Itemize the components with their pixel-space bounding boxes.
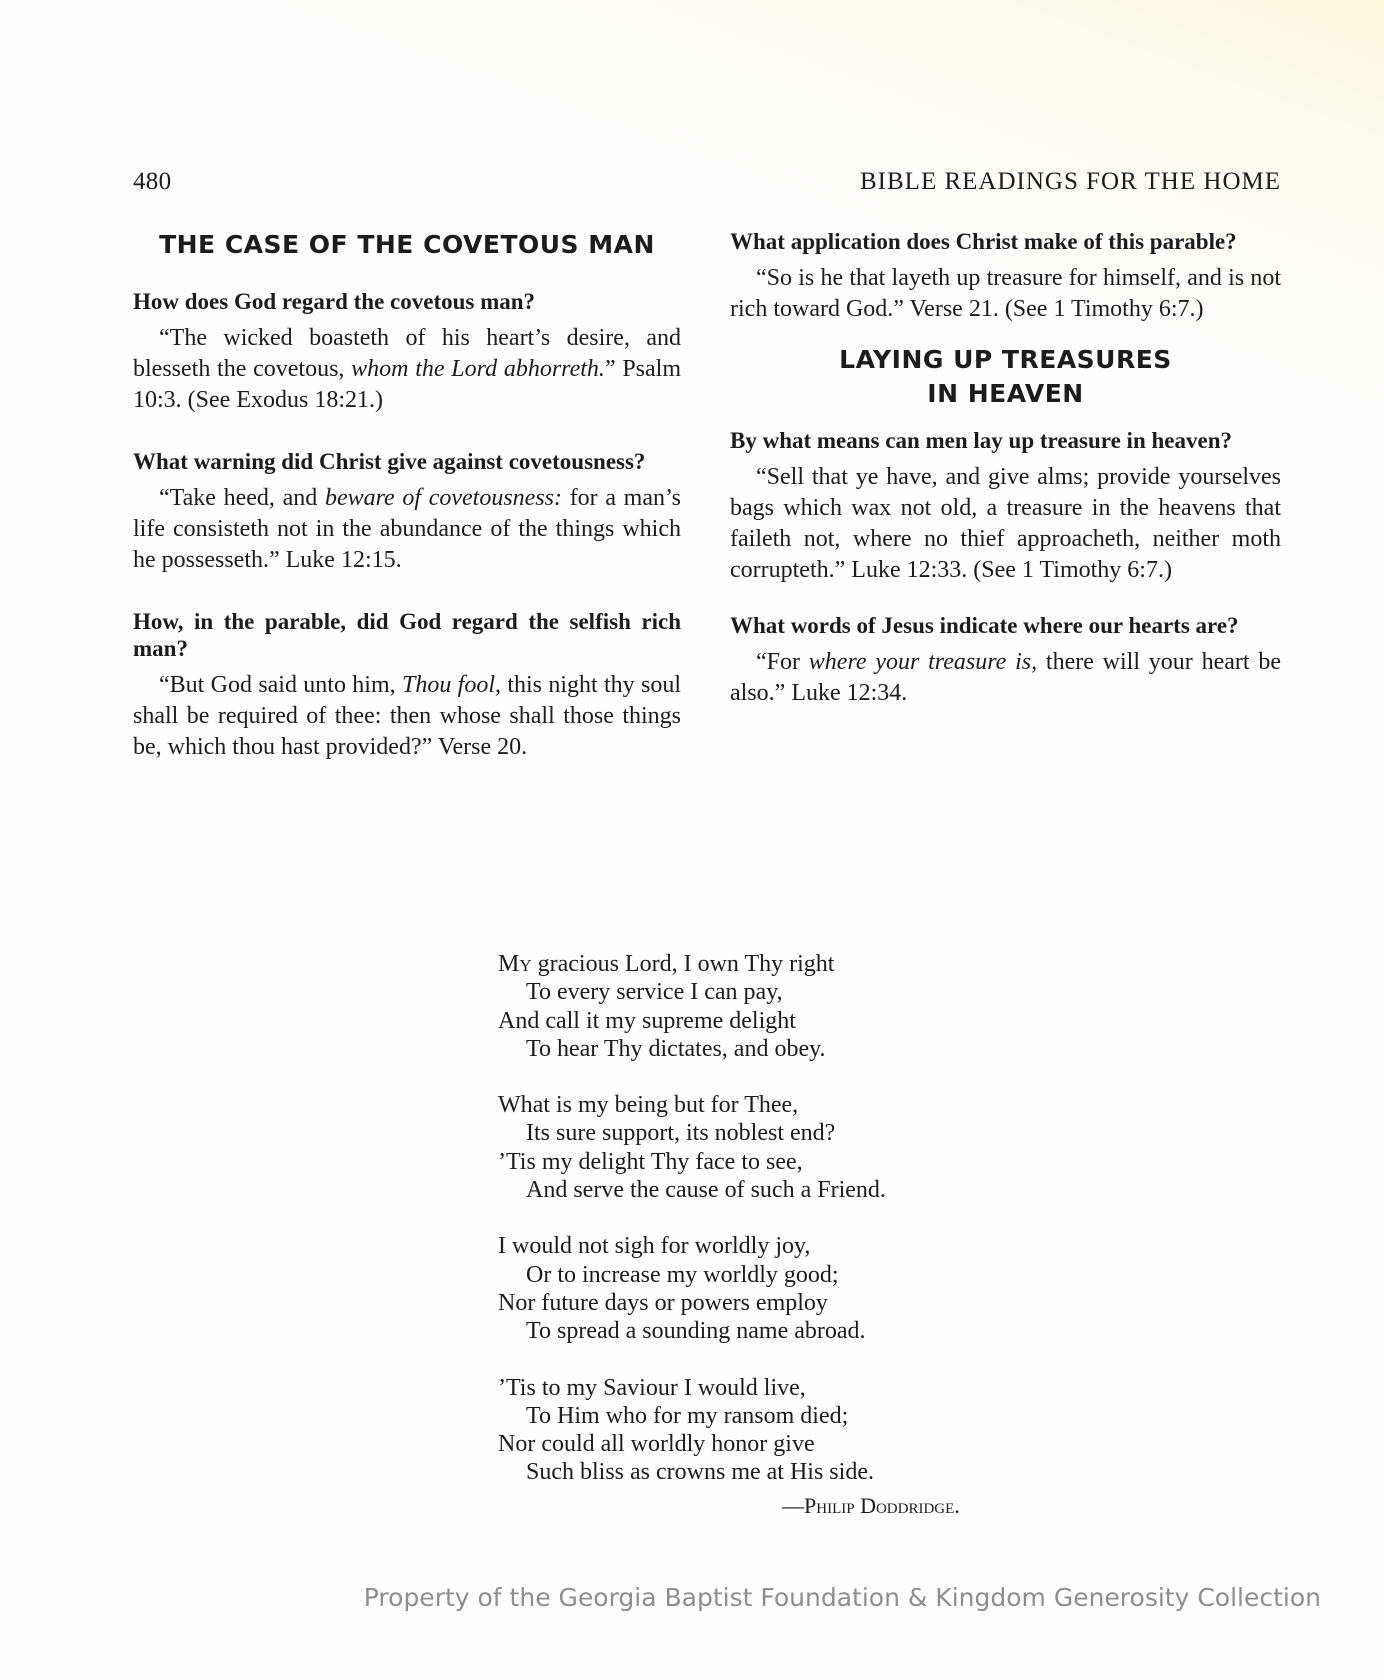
section-heading-treasures-heaven (730, 343, 1281, 411)
answer-verse-21: “So is he that layeth up treasure for himself, and is not rich toward God.” Verse 21. (See 1 Timothy 6:7.) (730, 265, 1281, 322)
poem-line-text: gracious Lord, I own Thy right (531, 951, 835, 977)
question-where-hearts-are: What words of Jesus indicate where our hearts are? (730, 613, 1239, 638)
answer-psalm-10-3 (133, 323, 681, 416)
question-warning-covetousness: What warning did Christ give against covetousness? (133, 449, 646, 474)
poem-line: Nor could all worldly honor give (498, 1431, 815, 1458)
answer-text: “The wicked boasteth of his heart’s desire, and blesseth the covetous, (133, 325, 681, 382)
left-column (133, 228, 681, 763)
answer-text: this night thy soul shall be required of thee: then whose shall those things be, which thou hast provided?” Verse 20. (133, 672, 682, 760)
poem-stanza (498, 1374, 1058, 1487)
poem-attribution: —Philip Doddridge. (782, 1493, 960, 1518)
right-column (730, 228, 1281, 709)
poem (498, 950, 1058, 1515)
answer-luke-12-34 (730, 647, 1281, 709)
question-lay-up-treasure: By what means can men lay up treasure in heaven? (730, 428, 1232, 453)
running-head (133, 168, 1281, 204)
drop-cap: M (498, 951, 520, 977)
poem-line: Or to increase my worldly good; (526, 1261, 839, 1288)
answer-italic: where your treasure is, (808, 649, 1038, 675)
running-title: BIBLE READINGS FOR THE HOME (860, 168, 1281, 195)
poem-line: And serve the cause of such a Friend. (526, 1177, 886, 1204)
poem-line: I would not sigh for worldly joy, (498, 1233, 811, 1260)
answer-italic: Thou fool, (401, 672, 501, 698)
poem-stanza (498, 1232, 1058, 1345)
answer-verse-20 (133, 670, 681, 763)
answer-luke-12-33: “Sell that ye have, and give alms; provide yourselves bags which wax not old, a treasure in the heavens that faileth not, where no thief approacheth, neither moth corrupteth.” Luke 12:33. (See 1 Timothy 6:7.) (730, 464, 1281, 583)
poem-line: To spread a sounding name abroad. (526, 1318, 866, 1345)
answer-text: for a man’s life consisteth not in the abundance of the things which he possesseth.” Luke 12:15. (133, 485, 682, 573)
question-selfish-rich-man: How, in the parable, did God regard the selfish rich man? (133, 609, 681, 661)
poem-line: To hear Thy dictates, and obey. (526, 1035, 826, 1062)
poem-line: Nor future days or powers employ (498, 1289, 828, 1316)
small-cap: y (519, 951, 532, 977)
answer-italic: beware of covetousness: (324, 485, 563, 511)
answer-text: there will your heart be also.” Luke 12:34. (730, 649, 1281, 706)
answer-italic: whom the Lord abhorreth. (351, 356, 605, 382)
poem-line (498, 950, 1058, 978)
poem-line: To Him who for my ransom died; (526, 1402, 849, 1429)
heading-line: IN HEAVEN (927, 379, 1084, 408)
answer-text: “Take heed, and (159, 485, 325, 511)
page-number: 480 (133, 168, 172, 195)
answer-text: “For (756, 649, 809, 675)
answer-text: “But God said unto him, (159, 672, 402, 698)
poem-line: Such bliss as crowns me at His side. (526, 1459, 874, 1486)
poem-line: Its sure support, its noblest end? (526, 1120, 836, 1147)
poem-stanza (498, 950, 1058, 1063)
answer-luke-12-15 (133, 483, 681, 576)
question-god-regard-covetous: How does God regard the covetous man? (133, 289, 536, 314)
collection-watermark: Property of the Georgia Baptist Foundation & Kingdom Generosity Collection (363, 1583, 1321, 1612)
poem-line: ’Tis my delight Thy face to see, (498, 1148, 803, 1175)
poem-line: To every service I can pay, (526, 979, 783, 1006)
poem-line: ’Tis to my Saviour I would live, (498, 1374, 806, 1401)
poem-line: And call it my supreme delight (498, 1007, 796, 1034)
poem-stanza (498, 1091, 1058, 1204)
poem-line: What is my being but for Thee, (498, 1092, 799, 1119)
section-heading-covetous-man: THE CASE OF THE COVETOUS MAN (159, 230, 655, 259)
answer-text: ” Psalm 10:3. (See Exodus 18:21.) (133, 356, 681, 413)
question-application-parable: What application does Christ make of this parable? (730, 229, 1237, 254)
heading-line: LAYING UP TREASURES (839, 345, 1172, 374)
